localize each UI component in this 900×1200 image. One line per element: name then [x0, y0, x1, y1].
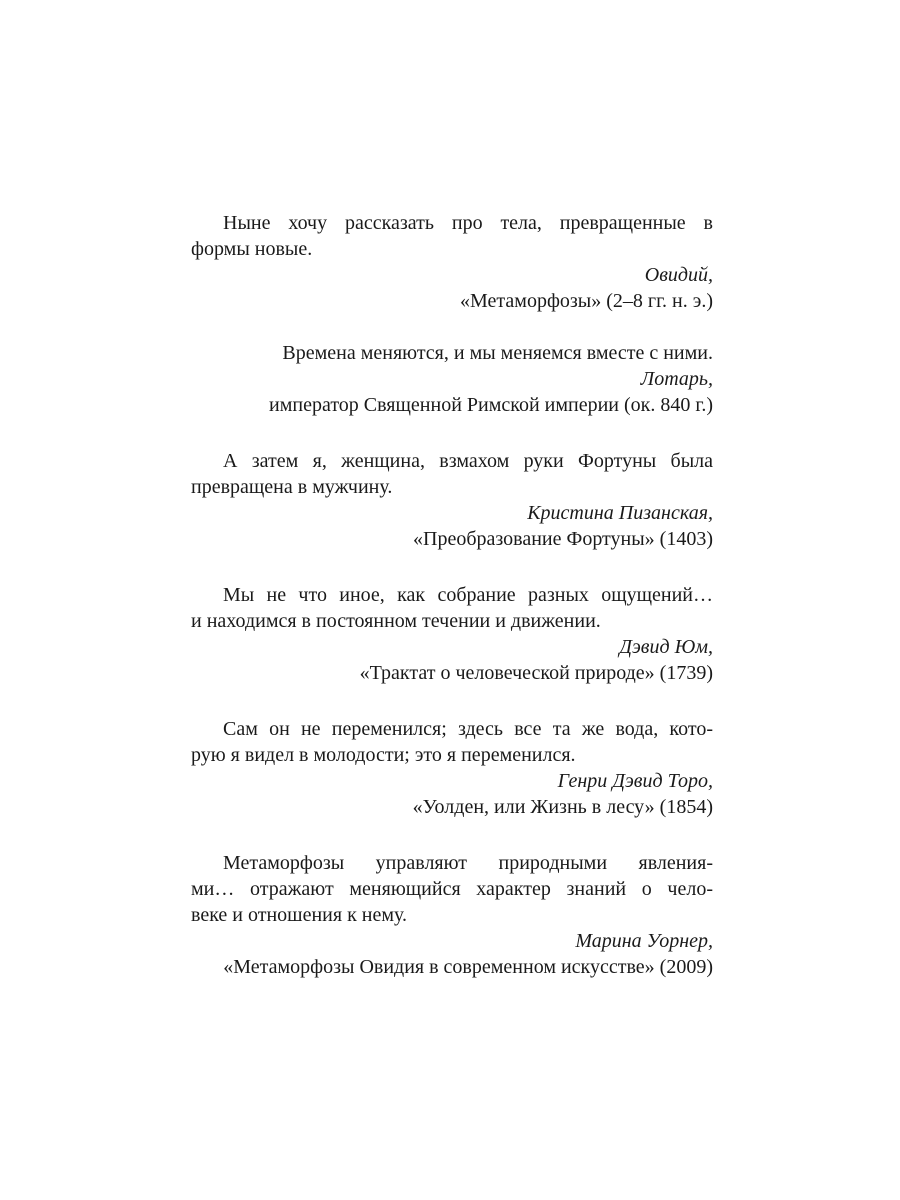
epigraph-quote	[191, 448, 713, 500]
quote-line: Ныне хочу рассказать про тела, превращенные в	[223, 212, 713, 234]
quote-line: Времена меняются, и мы меняемся вместе с ними.	[282, 342, 713, 364]
quote-line: превращена в мужчину.	[191, 476, 393, 498]
quote-line: и находимся в постоянном течении и движении.	[191, 610, 601, 632]
epigraph-quote	[191, 582, 713, 634]
epigraph-page	[191, 210, 713, 980]
quote-line: Метаморфозы управляют природными явления-	[223, 852, 713, 874]
quote-line: формы новые.	[191, 238, 313, 260]
epigraph-quote	[191, 210, 713, 262]
epigraph-author: Марина Уорнер,	[575, 930, 713, 952]
epigraph-lothar	[191, 340, 713, 418]
quote-line: ми… отражают меняющийся характер знаний о чело-	[191, 878, 713, 900]
epigraph-author: Генри Дэвид Торо,	[557, 770, 713, 792]
epigraph-warner	[191, 850, 713, 980]
quote-line: Сам он не переменился; здесь все та же вода, кото-	[223, 718, 713, 740]
epigraph-quote	[191, 340, 713, 366]
epigraph-source: император Священной Римской империи (ок. 840 г.)	[269, 394, 713, 416]
epigraph-quote	[191, 850, 713, 928]
epigraph-source: «Метаморфозы Овидия в современном искусстве» (2009)	[223, 956, 713, 978]
epigraph-christine-de-pizan	[191, 448, 713, 552]
epigraph-source: «Трактат о человеческой природе» (1739)	[359, 662, 713, 684]
epigraph-source: «Уолден, или Жизнь в лесу» (1854)	[412, 796, 713, 818]
epigraph-author: Дэвид Юм,	[619, 636, 713, 658]
epigraph-author: Кристина Пизанская,	[527, 502, 713, 524]
epigraph-author: Лотарь,	[640, 368, 713, 390]
quote-line: Мы не что иное, как собрание разных ощущений…	[223, 584, 713, 606]
epigraph-source: «Метаморфозы» (2–8 гг. н. э.)	[460, 290, 713, 312]
quote-line: А затем я, женщина, взмахом руки Фортуны была	[223, 450, 713, 472]
quote-line: веке и отношения к нему.	[191, 904, 408, 926]
epigraph-hume	[191, 582, 713, 686]
quote-line: рую я видел в молодости; это я переменился.	[191, 744, 576, 766]
epigraph-source: «Преобразование Фортуны» (1403)	[413, 528, 713, 550]
epigraph-thoreau	[191, 716, 713, 820]
epigraph-ovid	[191, 210, 713, 314]
epigraph-quote	[191, 716, 713, 768]
epigraph-author: Овидий,	[644, 264, 713, 286]
